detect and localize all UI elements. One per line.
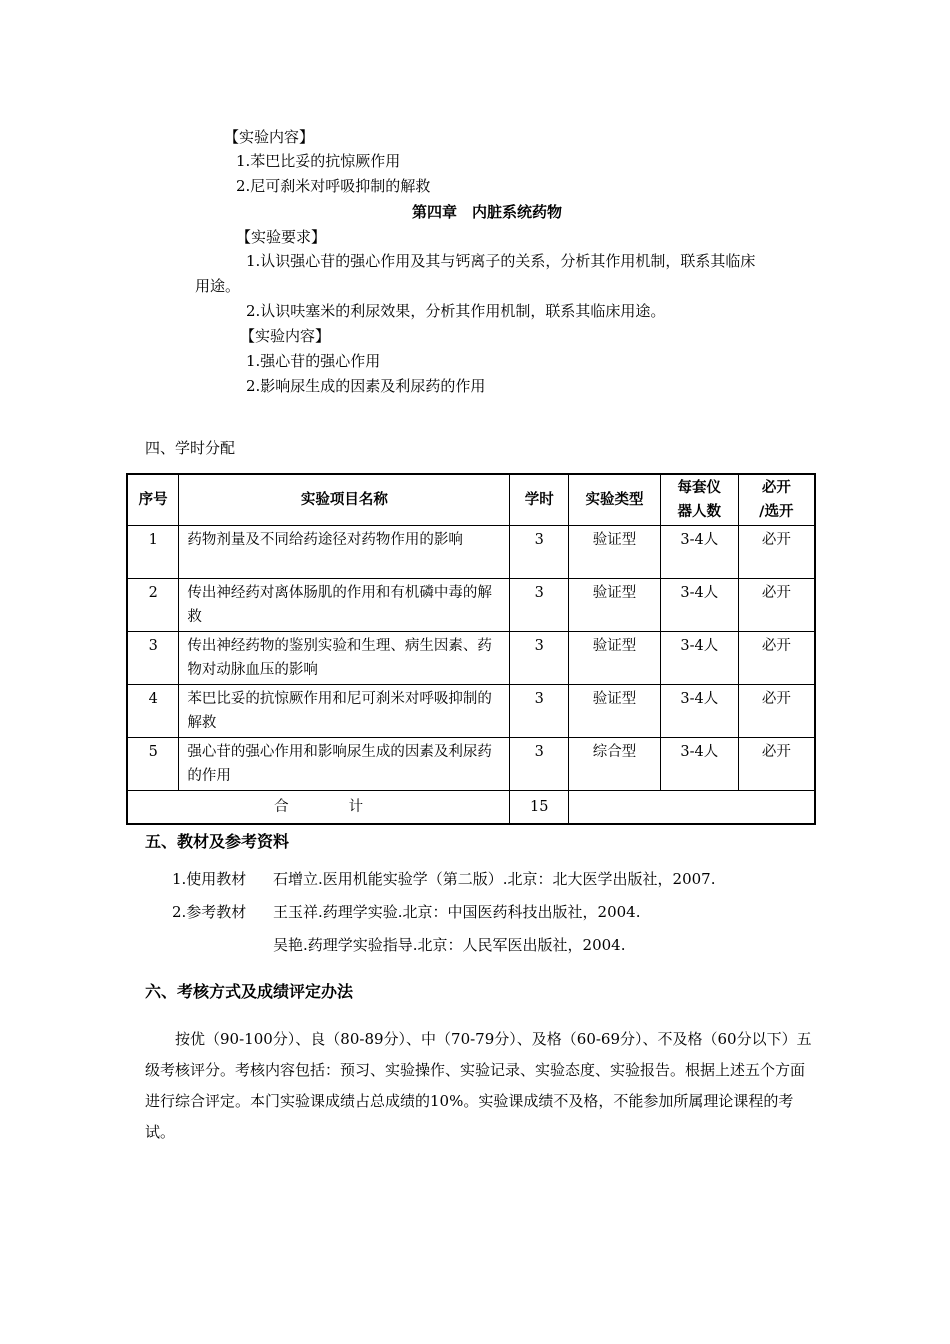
section4-heading: 四、学时分配 bbox=[145, 439, 236, 457]
total-label: 合 计 bbox=[127, 791, 510, 825]
reference-label: 2.参考教材 bbox=[172, 903, 247, 921]
table-row: 4 苯巴比妥的抗惊厥作用和尼可刹米对呼吸抑制的解救 3 验证型 3-4人 必开 bbox=[127, 685, 815, 738]
col-per-set: 每套仪 器人数 bbox=[660, 474, 738, 526]
assessment-paragraph: 按优（90-100分）、良（80-89分）、中（70-79分）、及格（60-69分）、不及格（60分以下）五级考核评分。考核内容包括：预习、实验操作、实验记录、实验态度、实验报告。根据上述五个方面进行综合评定。本门实验课成绩占总成绩的10%。实验课成绩不及格，不能参加所属理论课程的考试。 bbox=[145, 1030, 812, 1141]
hours-allocation-table bbox=[126, 473, 816, 825]
col-hours: 学时 bbox=[510, 474, 569, 526]
reference-text-2: 吴艳.药理学实验指导.北京：人民军医出版社，2004. bbox=[273, 936, 626, 954]
content-heading-2: 【实验内容】 bbox=[240, 327, 331, 345]
col-name: 实验项目名称 bbox=[179, 474, 510, 526]
col-type: 实验类型 bbox=[569, 474, 661, 526]
content-2-item-1: 1.强心苷的强心作用 bbox=[246, 352, 381, 370]
col-no: 序号 bbox=[127, 474, 179, 526]
section5-heading: 五、教材及参考资料 bbox=[145, 832, 290, 851]
table-header-row bbox=[127, 474, 815, 526]
table-total-row bbox=[127, 791, 815, 825]
requirement-2: 2.认识呋塞米的利尿效果，分析其作用机制，联系其临床用途。 bbox=[246, 302, 666, 320]
content-1-item-1: 1.苯巴比妥的抗惊厥作用 bbox=[236, 152, 401, 170]
table-row: 3 传出神经药物的鉴别实验和生理、病生因素、药物对动脉血压的影响 3 验证型 3-4人 必开 bbox=[127, 632, 815, 685]
table-row: 5 强心苷的强心作用和影响尿生成的因素及利尿药的作用 3 综合型 3-4人 必开 bbox=[127, 738, 815, 791]
table-row: 1 药物剂量及不同给药途径对药物作用的影响 3 验证型 3-4人 必开 bbox=[127, 526, 815, 579]
textbook-text: 石增立.医用机能实验学（第二版）.北京：北大医学出版社，2007. bbox=[273, 870, 716, 888]
chapter4-title: 第四章 内脏系统药物 bbox=[412, 203, 563, 221]
requirement-1-line1: 1.认识强心苷的强心作用及其与钙离子的关系，分析其作用机制，联系其临床 bbox=[246, 252, 756, 270]
col-required: 必开 /选开 bbox=[738, 474, 815, 526]
textbook-label: 1.使用教材 bbox=[172, 870, 247, 888]
section6-heading: 六、考核方式及成绩评定办法 bbox=[145, 982, 354, 1001]
requirements-heading: 【实验要求】 bbox=[236, 228, 327, 246]
table-row: 2 传出神经药对离体肠肌的作用和有机磷中毒的解救 3 验证型 3-4人 必开 bbox=[127, 579, 815, 632]
reference-text-1: 王玉祥.药理学实验.北京：中国医药科技出版社，2004. bbox=[273, 903, 641, 921]
content-1-item-2: 2.尼可刹米对呼吸抑制的解救 bbox=[236, 177, 431, 195]
requirement-1-line2: 用途。 bbox=[195, 277, 241, 295]
total-hours: 15 bbox=[510, 791, 569, 825]
content-2-item-2: 2.影响尿生成的因素及利尿药的作用 bbox=[246, 377, 486, 395]
content-heading-1: 【实验内容】 bbox=[224, 128, 315, 146]
